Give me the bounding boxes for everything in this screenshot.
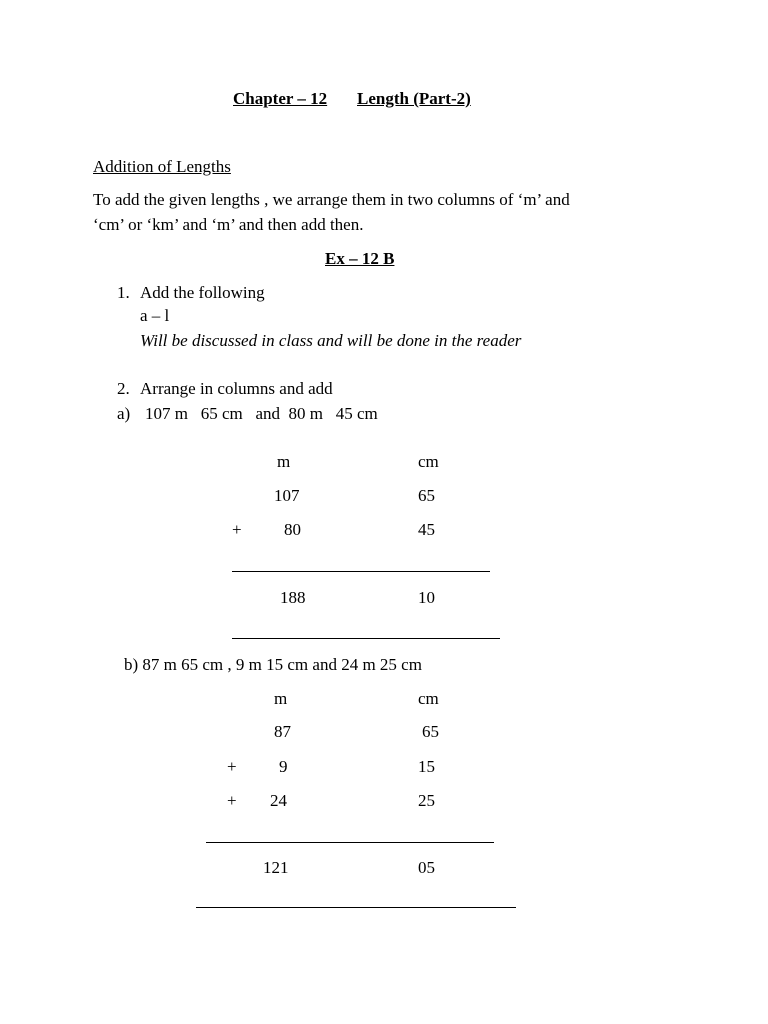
q2a-row1-m: 107 (274, 486, 300, 505)
q2b-sum-rule-top (206, 842, 494, 843)
q2a-row1-cm: 65 (418, 486, 435, 505)
q2-text: Arrange in columns and add (140, 379, 333, 398)
q2b-header-cm: cm (418, 689, 439, 708)
q2b-row2-cm: 15 (418, 757, 435, 776)
q2a-row2-cm: 45 (418, 520, 435, 539)
exercise-title: Ex – 12 B (325, 249, 395, 268)
chapter-number: Chapter – 12 (233, 89, 328, 108)
q2b-row3-sign: + (227, 791, 237, 810)
q2a-text: 107 m 65 cm and 80 m 45 cm (145, 404, 378, 423)
section-title: Addition of Lengths (93, 157, 231, 176)
q2a-label: a) (117, 404, 131, 423)
q1-note: Will be discussed in class and will be done in the reader (140, 331, 522, 350)
q2b-row3-m: 24 (270, 791, 287, 810)
q2b-result-cm: 05 (418, 858, 435, 877)
q2a-header-cm: cm (418, 452, 439, 471)
q2b-row1-m: 87 (274, 722, 291, 741)
q1-range: a – l (140, 306, 170, 325)
q2a-row2-sign: + (232, 520, 242, 539)
q2a-row2-m: 80 (284, 520, 301, 539)
q2b-row2-sign: + (227, 757, 237, 776)
q2a-sum-rule-top (232, 571, 490, 572)
q1-number: 1. (117, 283, 130, 302)
q2a-sum-rule-bottom (232, 638, 500, 639)
q2b-text: b) 87 m 65 cm , 9 m 15 cm and 24 m 25 cm (124, 655, 422, 674)
q1-text: Add the following (140, 283, 265, 302)
q2b-result-m: 121 (263, 858, 289, 877)
q2b-sum-rule-bottom (196, 907, 516, 908)
q2b-header-m: m (274, 689, 288, 708)
q2b-row2-m: 9 (279, 757, 288, 776)
q2a-result-m: 188 (280, 588, 306, 607)
q2a-result-cm: 10 (418, 588, 435, 607)
q2b-row3-cm: 25 (418, 791, 435, 810)
q2b-row1-cm: 65 (422, 722, 439, 741)
q2-number: 2. (117, 379, 130, 398)
q2a-header-m: m (277, 452, 291, 471)
intro-line-1: To add the given lengths , we arrange them in two columns of ‘m’ and (93, 190, 570, 209)
chapter-title: Length (Part-2) (357, 89, 471, 108)
intro-line-2: ‘cm’ or ‘km’ and ‘m’ and then add then. (93, 215, 364, 234)
